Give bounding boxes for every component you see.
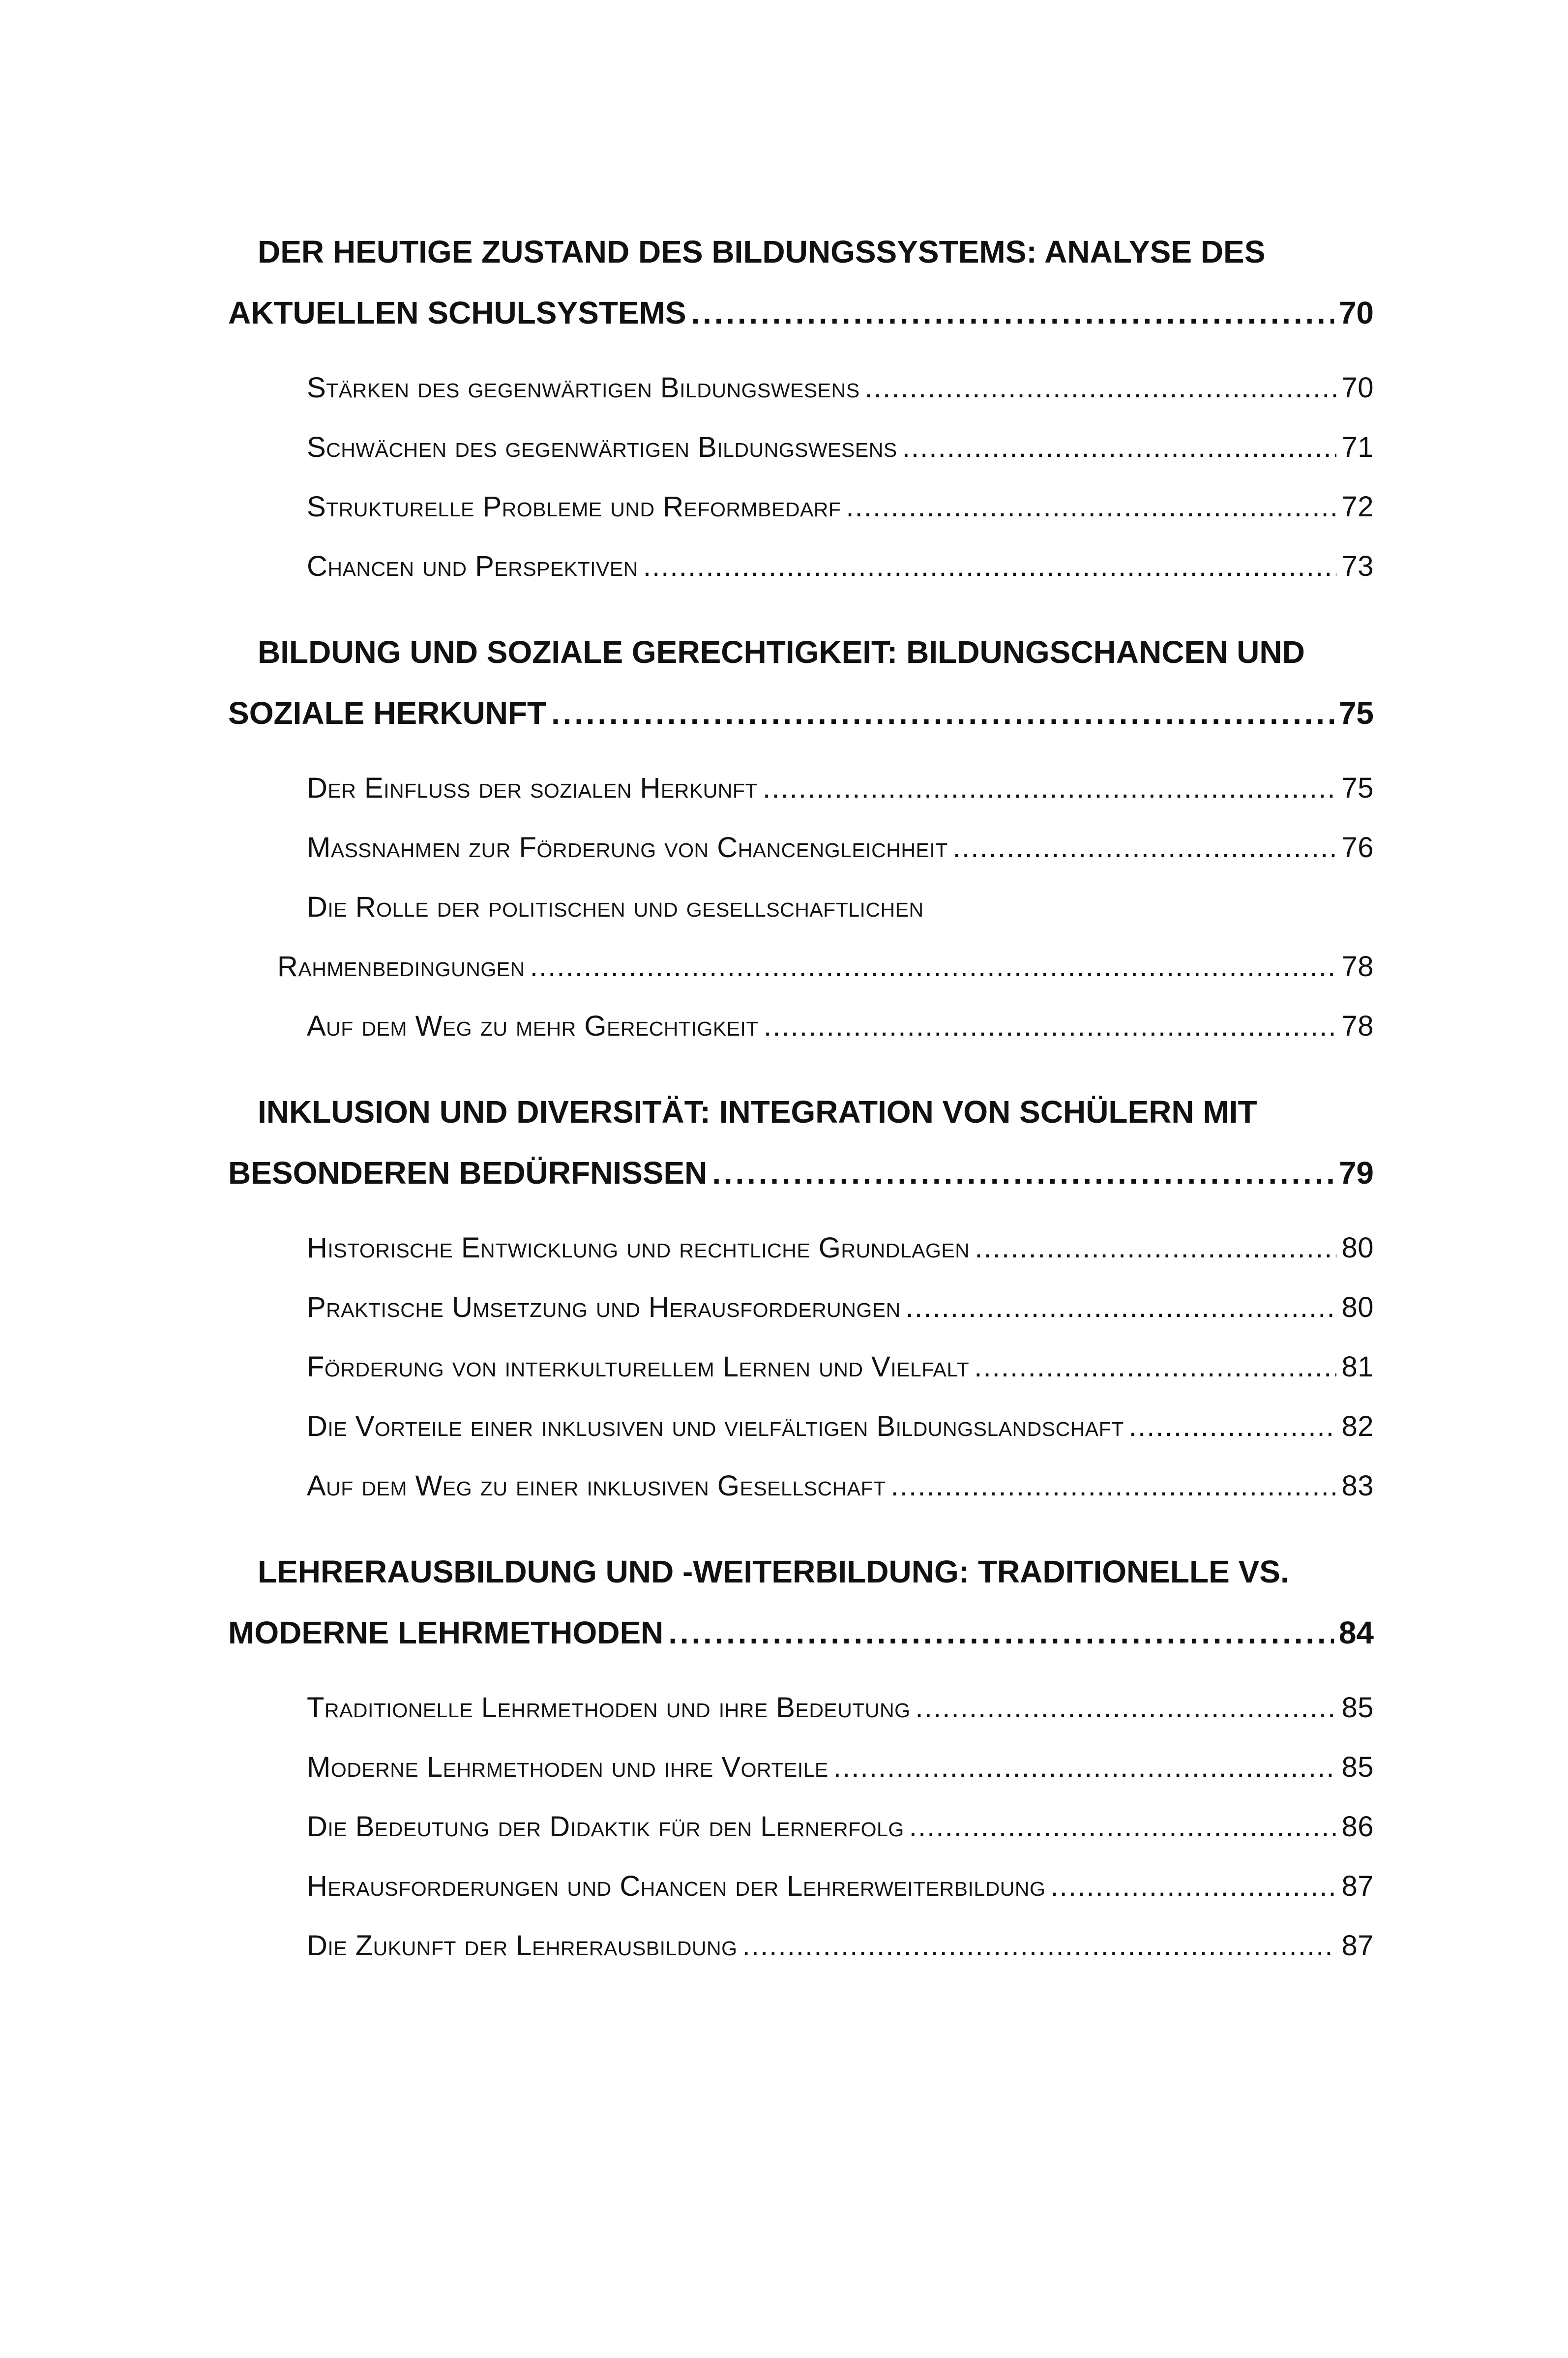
section-title: Stärken des gegenwärtigen Bildungswesens <box>307 372 860 404</box>
dot-leader <box>668 1602 1333 1663</box>
section-list <box>228 1678 1374 1975</box>
section-page-number: 85 <box>1341 1692 1374 1724</box>
toc-chapter <box>228 622 1374 1056</box>
toc-section-entry[interactable] <box>228 537 1374 596</box>
chapter-page-number: 79 <box>1338 1155 1374 1191</box>
dot-leader <box>865 358 1337 418</box>
toc-chapter <box>228 221 1374 596</box>
section-title: Die Vorteile einer inklusiven und vielfältigen Bildungslandschaft <box>307 1410 1124 1442</box>
toc-section-entry[interactable] <box>228 1278 1374 1337</box>
dot-leader <box>902 418 1337 477</box>
section-title: Die Zukunft der Lehrerausbildung <box>307 1930 738 1962</box>
section-page-number: 78 <box>1341 951 1374 983</box>
section-page-number: 75 <box>1341 772 1374 804</box>
toc-chapter <box>228 1081 1374 1516</box>
toc-section-entry[interactable] <box>228 758 1374 818</box>
dot-leader <box>742 1916 1337 1975</box>
section-page-number: 83 <box>1341 1470 1374 1502</box>
section-list <box>228 358 1374 596</box>
toc-section-entry-wrapped[interactable] <box>228 877 1374 996</box>
section-title: Der Einfluss der sozialen Herkunft <box>307 772 758 804</box>
chapter-heading[interactable] <box>228 1081 1374 1203</box>
chapter-title-line2: AKTUELLEN SCHULSYSTEMS <box>228 295 686 330</box>
section-title: Praktische Umsetzung und Herausforderungen <box>307 1291 901 1323</box>
section-title-line2-row <box>228 937 1374 996</box>
section-title-line2: Rahmenbedingungen <box>277 951 525 983</box>
dot-leader <box>833 1737 1337 1797</box>
toc-section-entry[interactable] <box>228 1797 1374 1856</box>
dot-leader <box>691 282 1334 343</box>
section-page-number: 73 <box>1341 550 1374 582</box>
toc-section-entry[interactable] <box>228 996 1374 1056</box>
dot-leader <box>909 1797 1337 1856</box>
toc-section-entry[interactable] <box>228 1218 1374 1278</box>
section-page-number: 72 <box>1341 491 1374 523</box>
chapter-title-line2-row <box>228 1602 1374 1663</box>
section-title: Auf dem Weg zu einer inklusiven Gesellschaft <box>307 1470 886 1502</box>
section-page-number: 80 <box>1341 1232 1374 1264</box>
dot-leader <box>974 1337 1336 1397</box>
chapter-heading[interactable] <box>228 622 1374 744</box>
chapter-heading[interactable] <box>228 221 1374 343</box>
dot-leader <box>916 1678 1337 1737</box>
section-page-number: 70 <box>1341 372 1374 404</box>
section-title: Förderung von interkulturellem Lernen und Vielfalt <box>307 1351 970 1383</box>
section-page-number: 78 <box>1341 1010 1374 1042</box>
section-list <box>228 758 1374 1056</box>
section-page-number: 87 <box>1341 1870 1374 1902</box>
section-title: Chancen und Perspektiven <box>307 550 638 582</box>
chapter-title-line2: MODERNE LEHRMETHODEN <box>228 1615 664 1650</box>
toc-section-entry[interactable] <box>228 358 1374 418</box>
section-page-number: 85 <box>1341 1751 1374 1783</box>
toc-section-entry[interactable] <box>228 1856 1374 1916</box>
toc-section-entry[interactable] <box>228 1737 1374 1797</box>
section-title-line1: Die Rolle der politischen und gesellschaftlichen <box>307 891 924 923</box>
dot-leader <box>975 1218 1336 1278</box>
chapter-title-line1: BILDUNG UND SOZIALE GERECHTIGKEIT: BILDUNGSCHANCEN UND <box>258 634 1305 670</box>
toc-section-entry[interactable] <box>228 818 1374 877</box>
dot-leader <box>953 818 1337 877</box>
chapter-title-line2-row <box>228 683 1374 744</box>
section-page-number: 80 <box>1341 1291 1374 1323</box>
section-title: Auf dem Weg zu mehr Gerechtigkeit <box>307 1010 759 1042</box>
toc-section-entry[interactable] <box>228 1678 1374 1737</box>
chapter-page-number: 70 <box>1338 295 1374 330</box>
dot-leader <box>712 1142 1333 1203</box>
dot-leader <box>643 537 1337 596</box>
chapter-title-line2-row <box>228 1142 1374 1203</box>
table-of-contents <box>228 221 1374 2001</box>
section-page-number: 82 <box>1341 1410 1374 1442</box>
section-title: Strukturelle Probleme und Reformbedarf <box>307 491 841 523</box>
chapter-title-line2-row <box>228 282 1374 343</box>
chapter-heading[interactable] <box>228 1541 1374 1663</box>
dot-leader <box>906 1278 1337 1337</box>
chapter-page-number: 75 <box>1338 695 1374 731</box>
dot-leader <box>1129 1397 1337 1456</box>
section-title: Maßnahmen zur Förderung von Chancengleichheit <box>307 832 948 864</box>
section-title: Traditionelle Lehrmethoden und ihre Bedeutung <box>307 1692 911 1724</box>
section-page-number: 81 <box>1341 1351 1374 1383</box>
section-title: Die Bedeutung der Didaktik für den Lernerfolg <box>307 1811 904 1843</box>
section-title: Moderne Lehrmethoden und ihre Vorteile <box>307 1751 828 1783</box>
chapter-title-line1: DER HEUTIGE ZUSTAND DES BILDUNGSSYSTEMS: ANALYSE DES <box>258 234 1266 269</box>
chapter-page-number: 84 <box>1338 1615 1374 1650</box>
dot-leader <box>891 1456 1337 1516</box>
dot-leader <box>846 477 1336 537</box>
section-page-number: 86 <box>1341 1811 1374 1843</box>
toc-section-entry[interactable] <box>228 1456 1374 1516</box>
section-title: Herausforderungen und Chancen der Lehrerweiterbildung <box>307 1870 1046 1902</box>
chapter-title-line2: BESONDEREN BEDÜRFNISSEN <box>228 1155 708 1191</box>
section-page-number: 87 <box>1341 1930 1374 1962</box>
toc-section-entry[interactable] <box>228 418 1374 477</box>
dot-leader <box>763 758 1337 818</box>
chapter-title-line2: SOZIALE HERKUNFT <box>228 695 547 731</box>
chapter-title-line1: INKLUSION UND DIVERSITÄT: INTEGRATION VON SCHÜLERN MIT <box>258 1094 1257 1130</box>
section-title: Historische Entwicklung und rechtliche Grundlagen <box>307 1232 970 1264</box>
chapter-title-line1: LEHRERAUSBILDUNG UND -WEITERBILDUNG: TRADITIONELLE VS. <box>258 1554 1289 1589</box>
dot-leader <box>764 996 1337 1056</box>
toc-section-entry[interactable] <box>228 1337 1374 1397</box>
section-page-number: 71 <box>1341 431 1374 463</box>
section-page-number: 76 <box>1341 832 1374 864</box>
dot-leader <box>1050 1856 1336 1916</box>
dot-leader <box>530 937 1337 996</box>
toc-section-entry[interactable] <box>228 477 1374 537</box>
toc-chapter <box>228 1541 1374 1975</box>
toc-section-entry[interactable] <box>228 1397 1374 1456</box>
dot-leader <box>551 683 1334 744</box>
section-title: Schwächen des gegenwärtigen Bildungswesens <box>307 431 897 463</box>
toc-section-entry[interactable] <box>228 1916 1374 1975</box>
section-list <box>228 1218 1374 1516</box>
